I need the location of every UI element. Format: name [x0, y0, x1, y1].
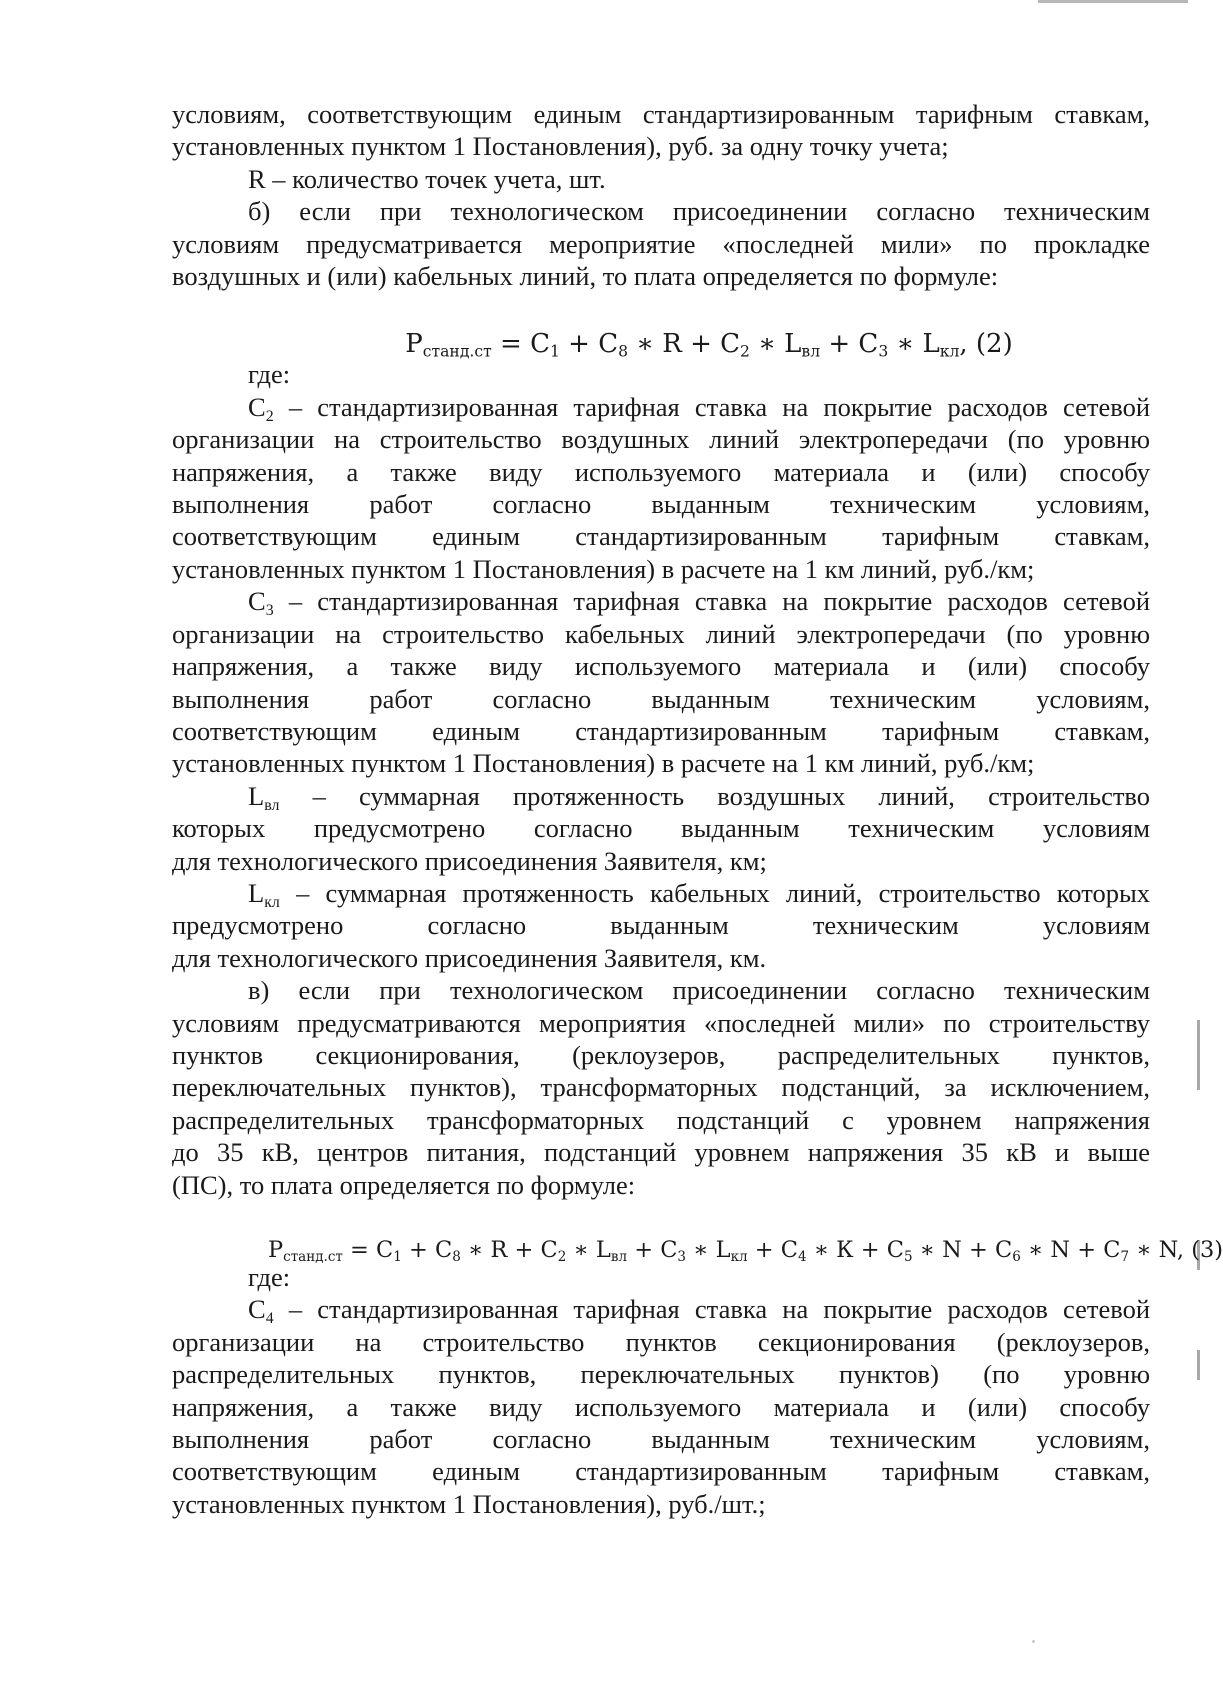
symbol-c3: $C_3$	[248, 586, 274, 620]
text-line: соответствующим единым стандартизированным тарифным ставкам,	[172, 715, 1150, 746]
text-line: выполнения работ согласно выданным техническим условиям,	[172, 683, 1150, 714]
text-line: напряжения, а также виду используемого материала и (или) способу	[172, 651, 1150, 682]
formula-3: $P_{станд.ст} = C_1 + C_8$ ∗ $R + C_2$ ∗ $L_{вл} + C_3$ ∗ $L_{кл} + C_4$ ∗ $К + C_5$ ∗ $N + C_6$ ∗ $N + C_7$ ∗ N, (3)	[268, 1237, 1223, 1266]
text-line: $L_{кл}$ – суммарная протяженность кабельных линий, строительство которых	[248, 877, 1150, 911]
symbol-c2: $C_2$	[248, 391, 274, 425]
formula-2: $P_{станд.ст} = C_1 + C_8$ ∗ $R + C_2$ ∗ $L_{вл} + C_3$ ∗ $L_{кл}$, (2)	[405, 329, 1013, 362]
document-page	[172, 98, 1223, 1520]
text-line: выполнения работ согласно выданным техническим условиям,	[172, 489, 1150, 520]
scan-dot	[1032, 1640, 1035, 1643]
text-line: установленных пунктом 1 Постановления), руб./шт.;	[172, 1488, 766, 1519]
text-line: $C_3$ – стандартизированная тарифная ставка на покрытие расходов сетевой	[248, 586, 1150, 620]
scan-edge-mark	[1197, 1020, 1200, 1090]
text-line: установленных пунктом 1 Постановления) в расчете на 1 км линий, руб./км;	[172, 748, 1035, 779]
text-line: пунктов секционирования, (реклоузеров, распределительных пунктов,	[172, 1039, 1150, 1070]
text-line: воздушных и (или) кабельных линий, то плата определяется по формуле:	[172, 261, 999, 292]
text-line: R – количество точек учета, шт.	[248, 163, 606, 194]
text-line: условиям предусматривается мероприятие «последней мили» по прокладке	[172, 228, 1150, 259]
text-line: б) если при технологическом присоединении согласно техническим	[248, 196, 1150, 227]
text-line: напряжения, а также виду используемого материала и (или) способу	[172, 1391, 1150, 1422]
text-line: $C_2$ – стандартизированная тарифная ставка на покрытие расходов сетевой	[248, 391, 1150, 425]
text-line: до 35 кВ, центров питания, подстанций уровнем напряжения 35 кВ и выше	[172, 1137, 1150, 1168]
text-line: переключательных пунктов), трансформаторных подстанций, за исключением,	[172, 1072, 1150, 1103]
text-line: организации на строительство пунктов секционирования (реклоузеров,	[172, 1326, 1150, 1357]
text-line: (ПС), то плата определяется по формуле:	[172, 1169, 636, 1200]
text-line: распределительных трансформаторных подстанций с уровнем напряжения	[172, 1104, 1150, 1135]
text-line: для технологического присоединения Заявителя, км;	[172, 845, 767, 876]
text-line: условиям, соответствующим единым стандартизированным тарифным ставкам,	[172, 99, 1150, 129]
where-label: где:	[248, 359, 291, 390]
symbol-l-vl: $L_{вл}$	[248, 780, 280, 814]
text-line: в) если при технологическом присоединении согласно техническим	[248, 975, 1150, 1006]
text-line: $C_4$ – стандартизированная тарифная ставка на покрытие расходов сетевой	[248, 1294, 1150, 1328]
text-line: условиям предусматриваются мероприятия «последней мили» по строительству	[172, 1007, 1150, 1038]
text-line: соответствующим единым стандартизированным тарифным ставкам,	[172, 521, 1150, 552]
symbol-l-kl: $L_{кл}$	[248, 877, 280, 911]
text-line: которых предусмотрено согласно выданным техническим условиям	[172, 813, 1150, 844]
text-line: установленных пунктом 1 Постановления) в расчете на 1 км линий, руб./км;	[172, 553, 1035, 584]
text-line: $L_{вл}$ – суммарная протяженность воздушных линий, строительство	[248, 780, 1151, 814]
text-line: напряжения, а также виду используемого материала и (или) способу	[172, 456, 1150, 487]
text-line: распределительных пунктов, переключательных пунктов) (по уровню	[172, 1359, 1150, 1390]
text-line: установленных пунктом 1 Постановления), руб. за одну точку учета;	[172, 131, 949, 162]
symbol-c4: $C_4$	[248, 1294, 274, 1328]
text-line: соответствующим единым стандартизированным тарифным ставкам,	[172, 1456, 1150, 1487]
text-line: выполнения работ согласно выданным техническим условиям,	[172, 1424, 1150, 1455]
scan-edge-mark	[1197, 1350, 1200, 1380]
text-line: для технологического присоединения Заявителя, км.	[172, 942, 767, 973]
text-line: организации на строительство воздушных линий электропередачи (по уровню	[172, 424, 1150, 455]
text-line: организации на строительство кабельных линий электропередачи (по уровню	[172, 618, 1150, 649]
text-line: предусмотрено согласно выданным техническим условиям	[172, 910, 1150, 941]
where-label: где:	[248, 1262, 291, 1292]
scan-edge-mark	[1038, 0, 1188, 3]
